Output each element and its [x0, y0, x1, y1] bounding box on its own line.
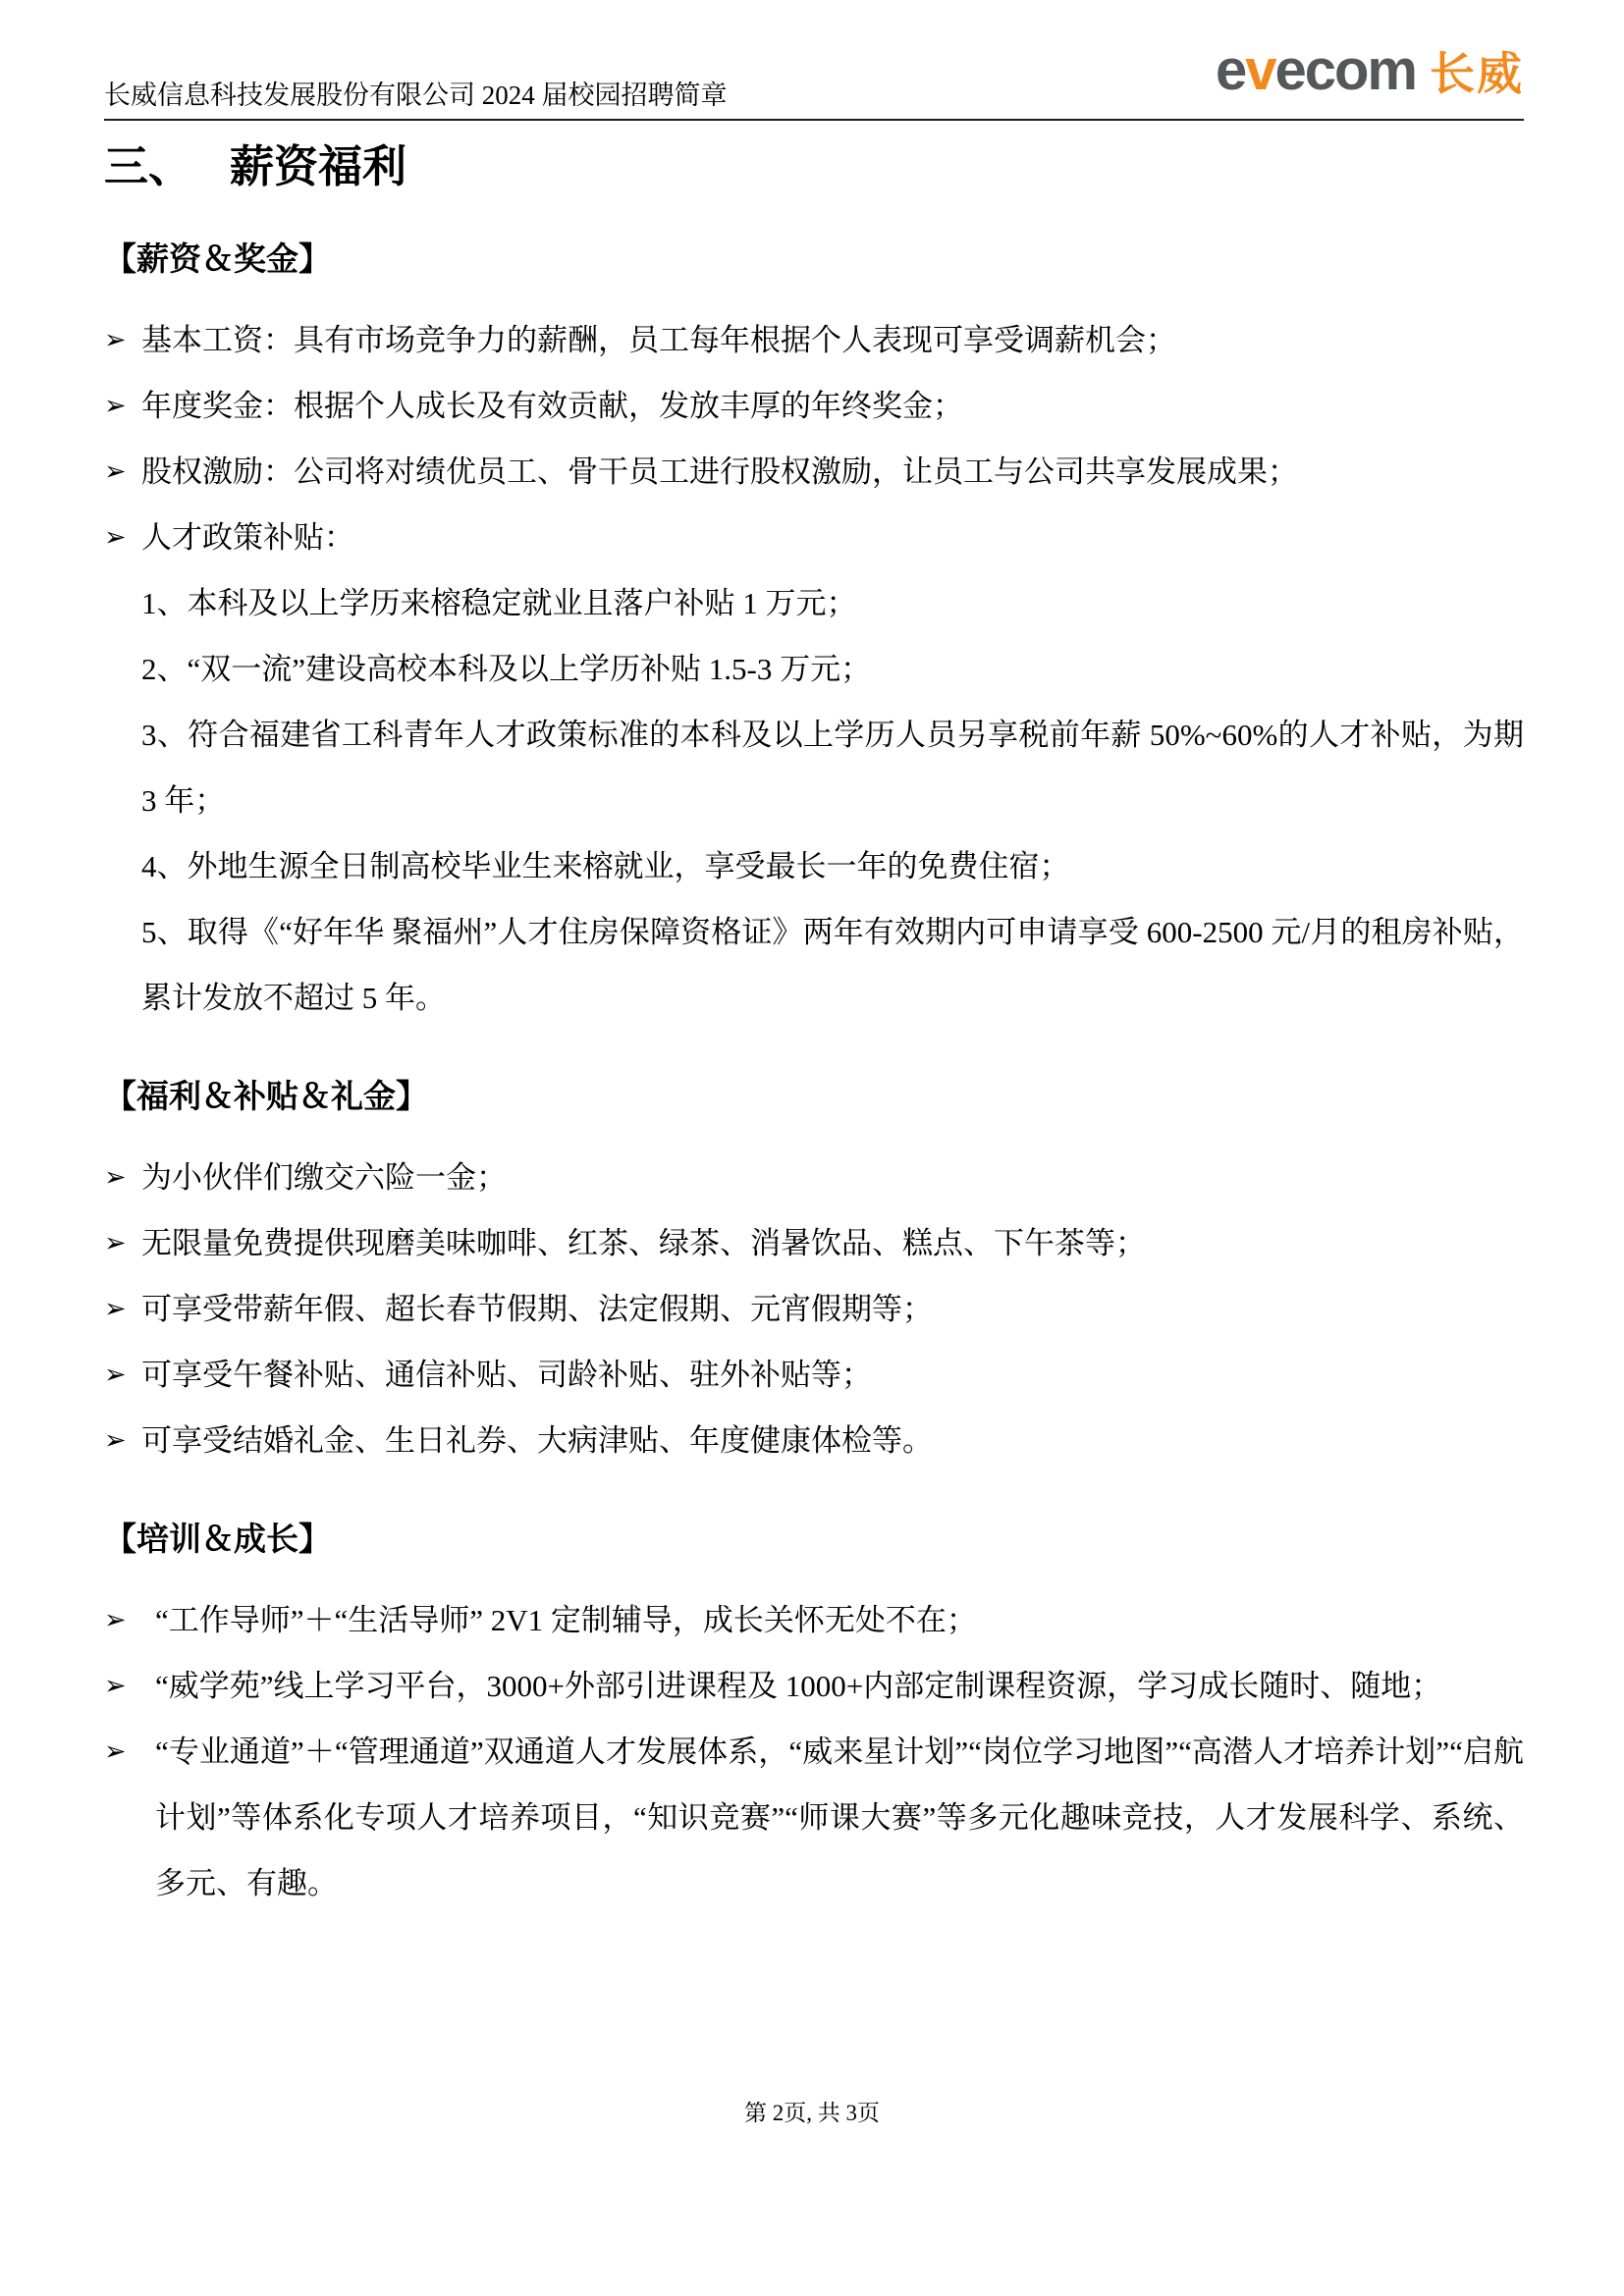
bullet-item: [104, 439, 1524, 505]
logo-chinese-name: 长威: [1430, 48, 1524, 99]
arrow-bullet-icon: ➢: [104, 1294, 127, 1324]
bullet-text: 无限量免费提供现磨美味咖啡、红茶、绿茶、消暑饮品、糕点、下午茶等；: [141, 1226, 1146, 1260]
bullet-text: “工作导师”＋“生活导师” 2V1 定制辅导，成长关怀无处不在；: [155, 1603, 977, 1637]
bullet-item: [104, 505, 1524, 570]
bullet-text: 人才政策补贴：: [141, 520, 354, 555]
document-header-title: 长威信息科技发展股份有限公司 2024 届校园招聘简章: [104, 80, 728, 110]
page-title-text: 薪资福利: [230, 142, 407, 191]
arrow-bullet-icon: ➢: [104, 391, 127, 421]
numbered-sub-item: 2、“双一流”建设高校本科及以上学历补贴 1.5-3 万元；: [141, 652, 872, 686]
bullet-item: [104, 1210, 1524, 1276]
arrow-bullet-icon: ➢: [104, 1671, 127, 1701]
bullet-item: [104, 1408, 1524, 1473]
bullet-item: [104, 1719, 1524, 1916]
bullet-text: 可享受带薪年假、超长春节假期、法定假期、元宵假期等；: [141, 1292, 933, 1326]
section-heading: 【培训＆成长】: [104, 1522, 331, 1558]
numbered-sub-item: 4、外地生源全日制高校毕业生来榕就业，享受最长一年的免费住宿；: [141, 849, 1070, 883]
bullet-text: 年度奖金：根据个人成长及有效贡献，发放丰厚的年终奖金；: [141, 389, 963, 423]
numbered-sub-item: 3、符合福建省工科青年人才政策标准的本科及以上学历人员另享税前年薪 50%~60%的人才补贴，为期 3 年；: [141, 718, 1524, 818]
bullet-item: [104, 307, 1524, 373]
bullet-text: 可享受午餐补贴、通信补贴、司龄补贴、驻外补贴等；: [141, 1358, 872, 1392]
bullet-text: 基本工资：具有市场竞争力的薪酬，员工每年根据个人表现可享受调薪机会；: [141, 323, 1176, 357]
bullet-item: [104, 1342, 1524, 1408]
arrow-bullet-icon: ➢: [104, 1605, 127, 1635]
section-heading: 【薪资＆奖金】: [104, 242, 331, 278]
arrow-bullet-icon: ➢: [104, 1425, 127, 1456]
bullet-item: [104, 1587, 1524, 1653]
sections: [104, 239, 1524, 1916]
page-title: [104, 140, 1524, 193]
arrow-bullet-icon: ➢: [104, 325, 127, 355]
arrow-bullet-icon: ➢: [104, 522, 127, 553]
section: [104, 239, 1524, 1031]
bullet-text: 为小伙伴们缴交六险一金；: [141, 1160, 507, 1195]
evecom-logo: [1215, 38, 1524, 111]
arrow-bullet-icon: ➢: [104, 1162, 127, 1193]
bullet-text: “威学苑”线上学习平台，3000+外部引进课程及 1000+内部定制课程资源，学习成长随时、随地；: [155, 1669, 1442, 1703]
bullet-item: [104, 373, 1524, 439]
arrow-bullet-icon: ➢: [104, 1736, 127, 1767]
bullet-text: 股权激励：公司将对绩优员工、骨干员工进行股权激励，让员工与公司共享发展成果；: [141, 454, 1298, 489]
logo-letter-e: e: [1215, 38, 1246, 102]
section: [104, 1076, 1524, 1473]
bullet-item: [104, 1145, 1524, 1210]
logo-latin: [1216, 38, 1416, 102]
arrow-bullet-icon: ➢: [104, 1228, 127, 1258]
page-title-number: 三、: [104, 142, 193, 191]
section-heading: 【福利＆补贴＆礼金】: [104, 1080, 428, 1115]
page-number-footer: 第 2页, 共 3页: [744, 2101, 880, 2125]
bullet-item: [104, 1276, 1524, 1342]
page-header: [104, 38, 1524, 121]
numbered-sub-item: 5、取得《“好年华 聚福州”人才住房保障资格证》两年有效期内可申请享受 600-2500 元/月的租房补贴，累计发放不超过 5 年。: [141, 915, 1524, 1015]
logo-letter-v: v: [1245, 38, 1275, 102]
arrow-bullet-icon: ➢: [104, 1360, 127, 1390]
section: [104, 1519, 1524, 1916]
bullet-item: [104, 1653, 1524, 1719]
arrow-bullet-icon: ➢: [104, 456, 127, 487]
bullet-text: “专业通道”＋“管理通道”双通道人才发展体系，“威来星计划”“岗位学习地图”“高潜人才培养计划”“启航计划”等体系化专项人才培养项目，“知识竞赛”“师课大赛”等多元化趣味竞技，人才发展科学、系统、多元、有趣。: [155, 1735, 1524, 1900]
logo-letters-ecom: ecom: [1274, 38, 1416, 102]
numbered-sub-item: 1、本科及以上学历来榕稳定就业且落户补贴 1 万元；: [141, 586, 857, 620]
bullet-text: 可享受结婚礼金、生日礼券、大病津贴、年度健康体检等。: [141, 1423, 933, 1458]
